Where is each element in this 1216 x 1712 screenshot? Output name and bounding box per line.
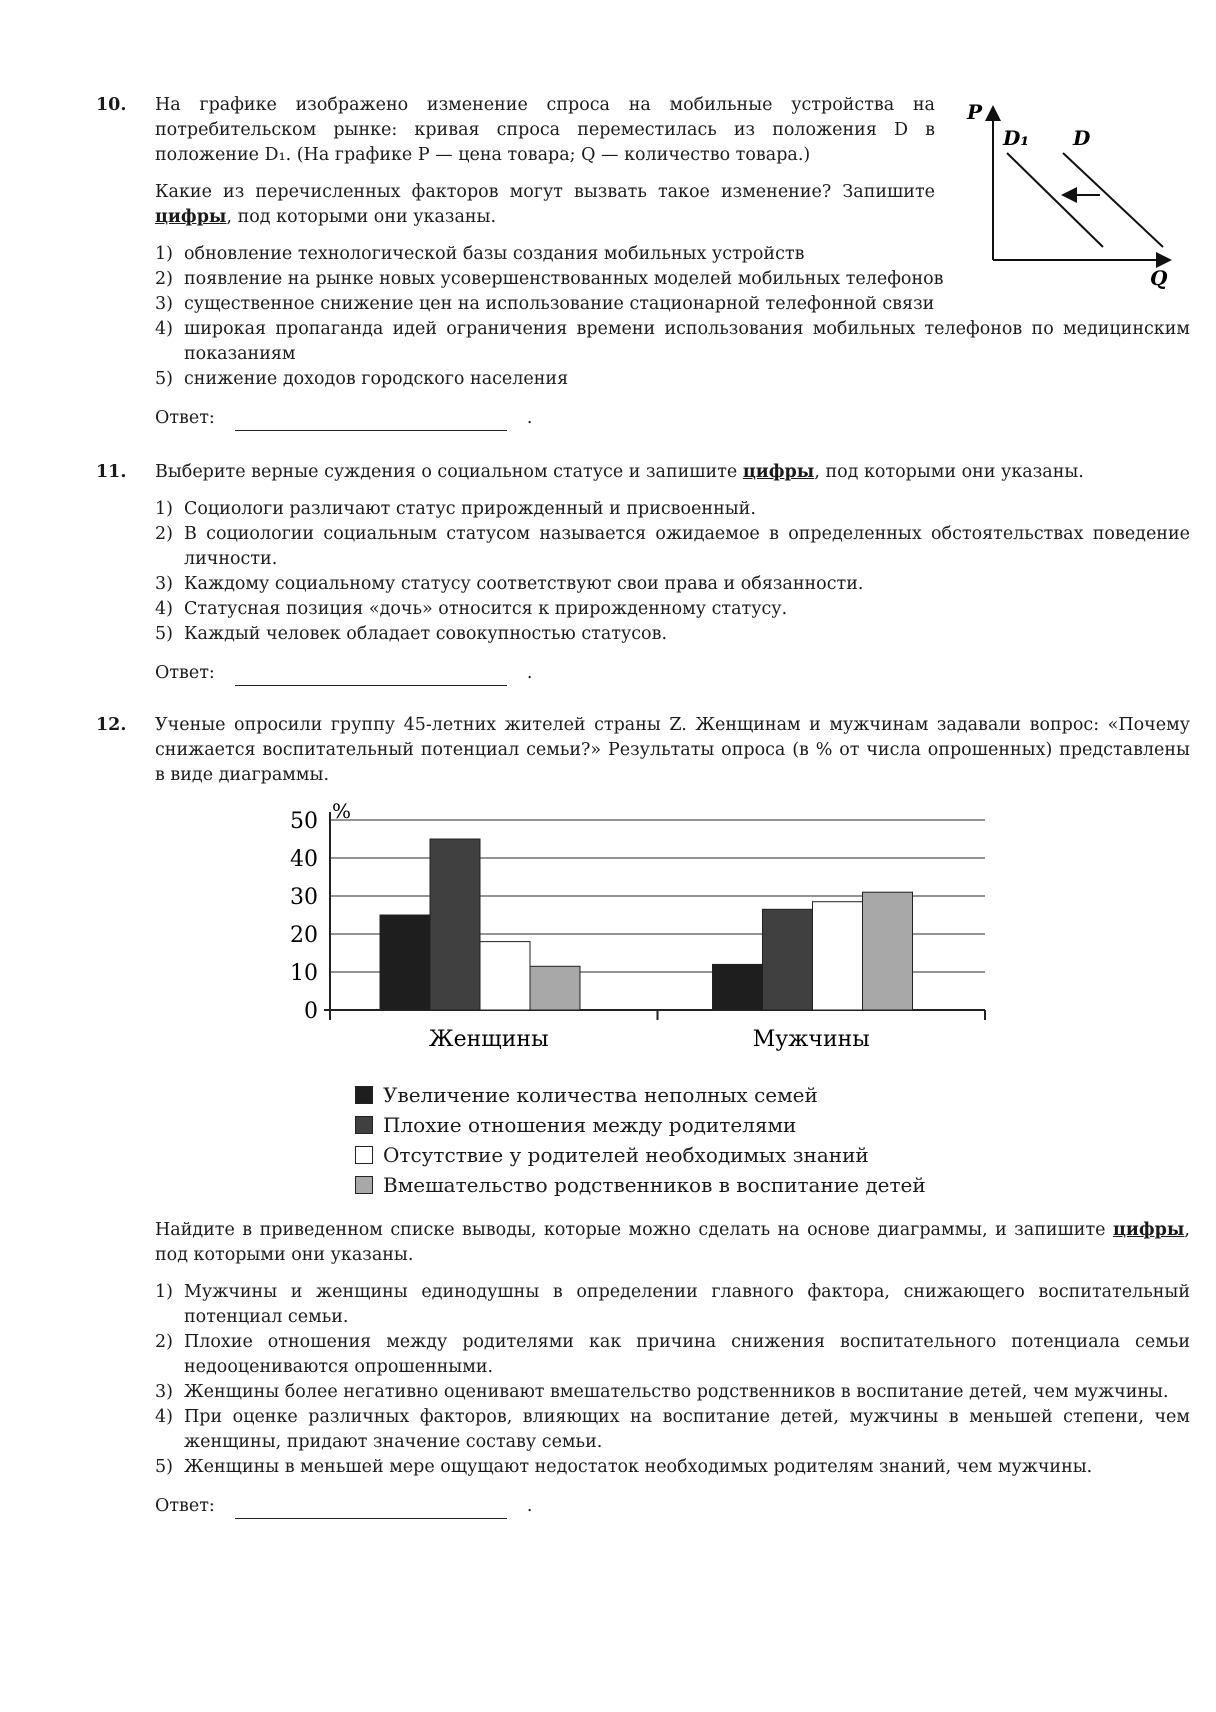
d-label: D [1073,126,1091,150]
option-text: Плохие отношения между родителями как причина снижения воспитательного потенциала семьи недооцениваются опрошенными. [184,1332,1190,1377]
y-tick-label: 20 [290,923,318,948]
option-number: 3) [155,1382,173,1402]
question-number: 12. [96,715,127,735]
question-number: 11. [96,462,127,482]
question-number: 10. [96,95,127,115]
option-item [155,1455,1190,1480]
y-tick-label: 40 [290,847,318,872]
option-number: 4) [155,1407,173,1427]
chart-legend [355,1080,1190,1200]
answer-period: . [526,408,533,428]
legend-item [355,1140,1190,1170]
question-instruction [155,180,935,230]
option-text: обновление технологической базы создания мобильных устройств [184,244,805,264]
option-number: 2) [155,524,173,544]
answer-label: Ответ: [155,408,215,428]
bar [863,892,913,1010]
y-tick-label: 0 [304,999,318,1024]
legend-label: Отсутствие у родителей необходимых знаний [383,1143,869,1167]
option-text: Статусная позиция «дочь» относится к прирожденному статусу. [184,599,788,619]
options-list [155,497,1190,647]
instruction-bold: цифры [742,462,815,482]
answer-row [155,406,1190,431]
option-number: 2) [155,1332,173,1352]
option-number: 5) [155,1457,173,1477]
bar-chart [285,800,1045,1070]
instruction-text: Найдите в приведенном списке выводы, которые можно сделать на основе диаграммы, и запишите [155,1220,1113,1240]
question-instruction [155,1218,1190,1268]
option-item [155,1405,1190,1455]
answer-field[interactable] [235,1500,507,1519]
answer-period: . [526,663,533,683]
legend-swatch [355,1146,373,1164]
bar [530,966,580,1010]
legend-swatch [355,1086,373,1104]
instruction-text: , под которыми они указаны. [814,462,1084,482]
legend-label: Увеличение количества неполных семей [383,1083,818,1107]
y-tick-label: 30 [290,885,318,910]
option-number: 2) [155,269,173,289]
option-number: 4) [155,319,173,339]
option-item [155,292,1190,317]
option-text: широкая пропаганда идей ограничения времени использования мобильных телефонов по медицинским показаниям [184,319,1190,364]
option-number: 1) [155,1282,173,1302]
legend-swatch [355,1116,373,1134]
question-text [155,460,1190,485]
bar [763,909,813,1010]
option-item [155,1330,1190,1380]
p-label: P [967,100,983,124]
q-label: Q [1150,266,1168,290]
instruction-text: Какие из перечисленных факторов могут вызвать такое изменение? Запишите [155,182,935,202]
option-number: 5) [155,369,173,389]
bar [480,942,530,1010]
y-axis-unit: % [332,800,352,823]
y-tick-label: 50 [290,809,318,834]
option-item [155,622,1190,647]
question-11 [96,460,1190,686]
d-curve [1063,153,1163,247]
legend-label: Плохие отношения между родителями [383,1113,797,1137]
bar [813,902,863,1010]
instruction-text: , под которыми они указаны. [226,207,497,227]
option-item [155,597,1190,622]
option-item [155,497,1190,522]
demand-graph [955,95,1185,290]
answer-field[interactable] [235,412,507,431]
x-category-label: Женщины [428,1027,549,1052]
d1-curve [1007,153,1103,247]
option-text: Каждый человек обладает совокупностью статусов. [184,624,668,644]
option-number: 1) [155,244,173,264]
instruction-text: , под которыми они указаны. [155,1220,1190,1265]
option-item [155,367,1190,392]
option-number: 3) [155,294,173,314]
question-text: На графике изображено изменение спроса на мобильные устройства на потребительском рынке: кривая спроса переместилась из положения D в положение D₁. (На графике P — цена товара; Q — количество товара.) [155,95,935,165]
y-tick-label: 10 [290,961,318,986]
answer-label: Ответ: [155,1496,215,1516]
option-item [155,522,1190,572]
instruction-text: Выберите верные суждения о социальном статусе и запишите [155,462,743,482]
bar [430,839,480,1010]
option-text: Женщины в меньшей мере ощущают недостаток необходимых родителям знаний, чем мужчины. [184,1457,1093,1477]
option-text: Социологи различают статус прирожденный и присвоенный. [184,499,756,519]
option-text: Женщины более негативно оценивают вмешательство родственников в воспитание детей, чем мужчины. [184,1382,1169,1402]
option-item [155,572,1190,597]
instruction-bold: цифры [155,207,227,227]
option-text: Мужчины и женщины единодушны в определении главного фактора, снижающего воспитательный потенциал семьи. [184,1282,1190,1327]
answer-row [155,661,1190,686]
d1-label: D₁ [1003,126,1030,150]
option-number: 3) [155,574,173,594]
legend-item [355,1170,1190,1200]
option-text: Каждому социальному статусу соответствуют свои права и обязанности. [184,574,864,594]
options-list [155,1280,1190,1480]
option-number: 4) [155,599,173,619]
option-text: В социологии социальным статусом называется ожидаемое в определенных обстоятельствах поведение личности. [184,524,1190,569]
option-item [155,1280,1190,1330]
x-category-label: Мужчины [752,1027,870,1052]
answer-label: Ответ: [155,663,215,683]
option-text: снижение доходов городского населения [184,369,569,389]
legend-item [355,1110,1190,1140]
option-text: При оценке различных факторов, влияющих на воспитание детей, мужчины в меньшей степени, чем женщины, придают значение составу семьи. [184,1407,1190,1452]
option-text: появление на рынке новых усовершенствованных моделей мобильных телефонов [184,269,944,289]
bar [380,915,430,1010]
option-number: 5) [155,624,173,644]
option-number: 1) [155,499,173,519]
bar [713,964,763,1010]
option-item [155,1380,1190,1405]
option-text: существенное снижение цен на использование стационарной телефонной связи [184,294,935,314]
answer-field[interactable] [235,667,507,686]
legend-label: Вмешательство родственников в воспитание детей [383,1173,926,1197]
question-12 [96,713,1190,1519]
legend-swatch [355,1176,373,1194]
instruction-bold: цифры [1112,1220,1185,1240]
question-text: Ученые опросили группу 45-летних жителей страны Z. Женщинам и мужчинам задавали вопрос: «Почему снижается воспитательный потенциал семьи?» Результаты опроса (в % от числа опрошенных) представлены в виде диаграммы. [155,715,1190,785]
option-item [155,317,1190,367]
answer-period: . [526,1496,533,1516]
answer-row [155,1494,1190,1519]
legend-item [355,1080,1190,1110]
